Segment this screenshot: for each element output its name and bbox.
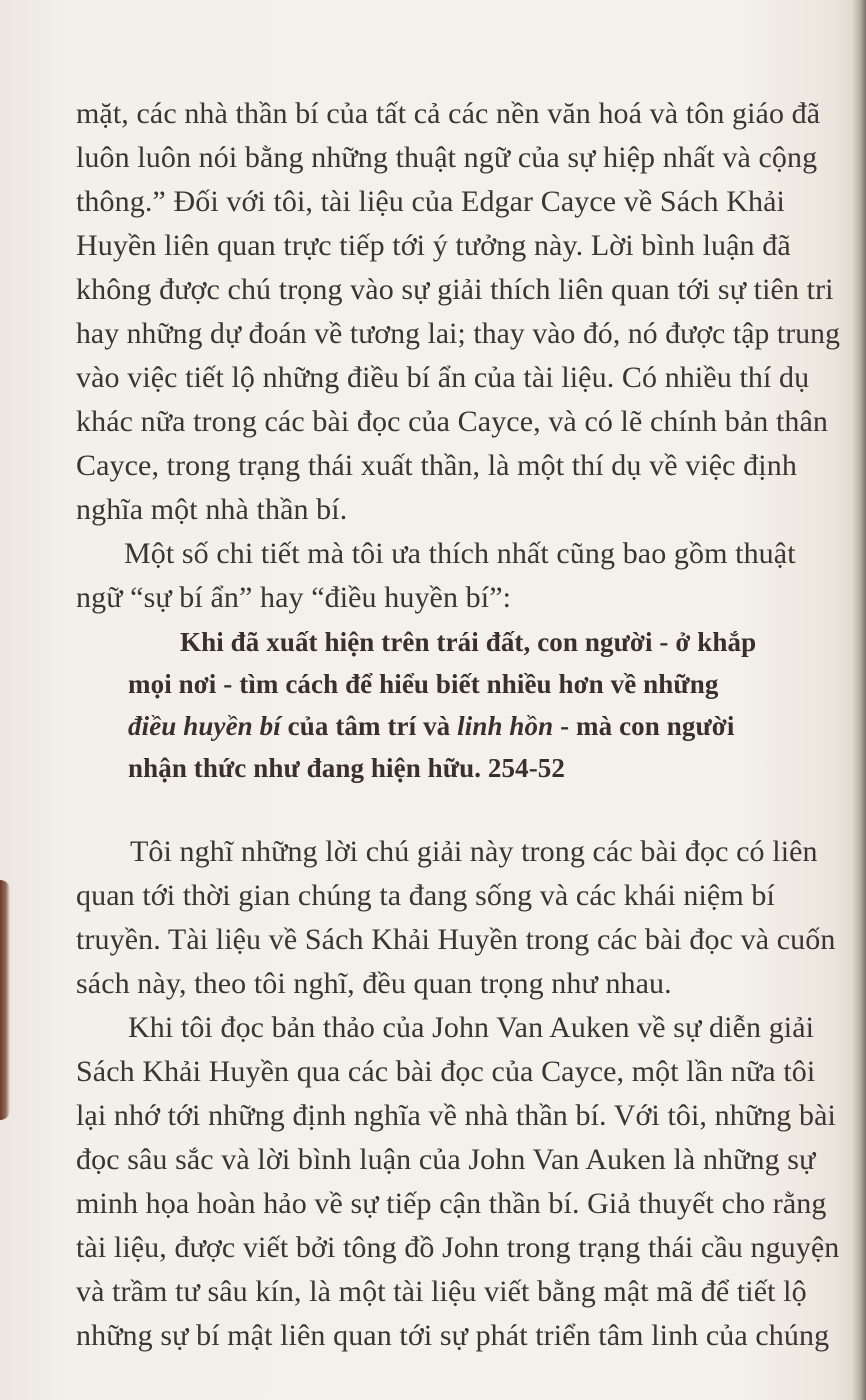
text-line: nghĩa một nhà thần bí. [76,493,348,526]
text-line: quan tới thời gian chúng ta đang sống và các khái niệm bí [76,879,775,912]
text-line: Huyền liên quan trực tiếp tới ý tưởng này. Lời bình luận đã [76,229,791,262]
quote-text: - mà con người [553,711,735,741]
text-line: không được chú trọng vào sự giải thích liên quan tới sự tiên tri [76,273,834,306]
quote-italic-term: linh hồn [457,711,554,741]
text-line: truyền. Tài liệu về Sách Khải Huyền trong các bài đọc và cuốn [76,923,836,956]
text-line: Khi tôi đọc bản thảo của John Van Auken về sự diễn giải [128,1011,815,1044]
quote-line: nhận thức như đang hiện hữu. 254-52 [128,753,566,783]
text-line: thông.” Đối với tôi, tài liệu của Edgar Cayce về Sách Khải [76,185,785,218]
text-line: sách này, theo tôi nghĩ, đều quan trọng như nhau. [76,967,672,1000]
page-edge-left [0,880,10,1120]
text-line: vào việc tiết lộ những điều bí ẩn của tài liệu. Có nhiều thí dụ [76,361,810,394]
text-line: Sách Khải Huyền qua các bài đọc của Cayce, một lần nữa tôi [76,1055,816,1088]
text-line: hay những dự đoán về tương lai; thay vào đó, nó được tập trung [76,317,841,350]
text-line: ngữ “sự bí ẩn” hay “điều huyền bí”: [76,581,512,614]
text-line: đọc sâu sắc và lời bình luận của John Van Auken là những sự [76,1143,816,1176]
quote-text: của tâm trí và [280,711,458,741]
text-line: Tôi nghĩ những lời chú giải này trong các bài đọc có liên [130,835,818,868]
text-line: và trầm tư sâu kín, là một tài liệu viết bằng mật mã để tiết lộ [76,1275,807,1308]
text-line: lại nhớ tới những định nghĩa về nhà thần bí. Với tôi, những bài [76,1099,836,1132]
text-line: khác nữa trong các bài đọc của Cayce, và có lẽ chính bản thân [76,405,829,438]
text-line: Một số chi tiết mà tôi ưa thích nhất cũng bao gồm thuật [124,537,796,570]
quote-line: mọi nơi - tìm cách để hiểu biết nhiều hơn về những [128,669,719,699]
text-line: mặt, các nhà thần bí của tất cả các nền văn hoá và tôn giáo đã [76,97,821,130]
text-line: những sự bí mật liên quan tới sự phát triển tâm linh của chúng [76,1319,830,1352]
page-edge-right [852,0,866,1400]
text-line: minh họa hoàn hảo về sự tiếp cận thần bí. Giả thuyết cho rằng [76,1187,827,1220]
text-line: luôn luôn nói bằng những thuật ngữ của sự hiệp nhất và cộng [76,141,818,174]
text-line: tài liệu, được viết bởi tông đồ John trong trạng thái cầu nguyện [76,1231,840,1264]
quote-italic-term: điều huyền bí [128,711,281,741]
quote-line: Khi đã xuất hiện trên trái đất, con người - ở khắp [180,627,757,657]
quote-line [128,708,734,744]
text-line: Cayce, trong trạng thái xuất thần, là một thí dụ về việc định [76,449,797,482]
